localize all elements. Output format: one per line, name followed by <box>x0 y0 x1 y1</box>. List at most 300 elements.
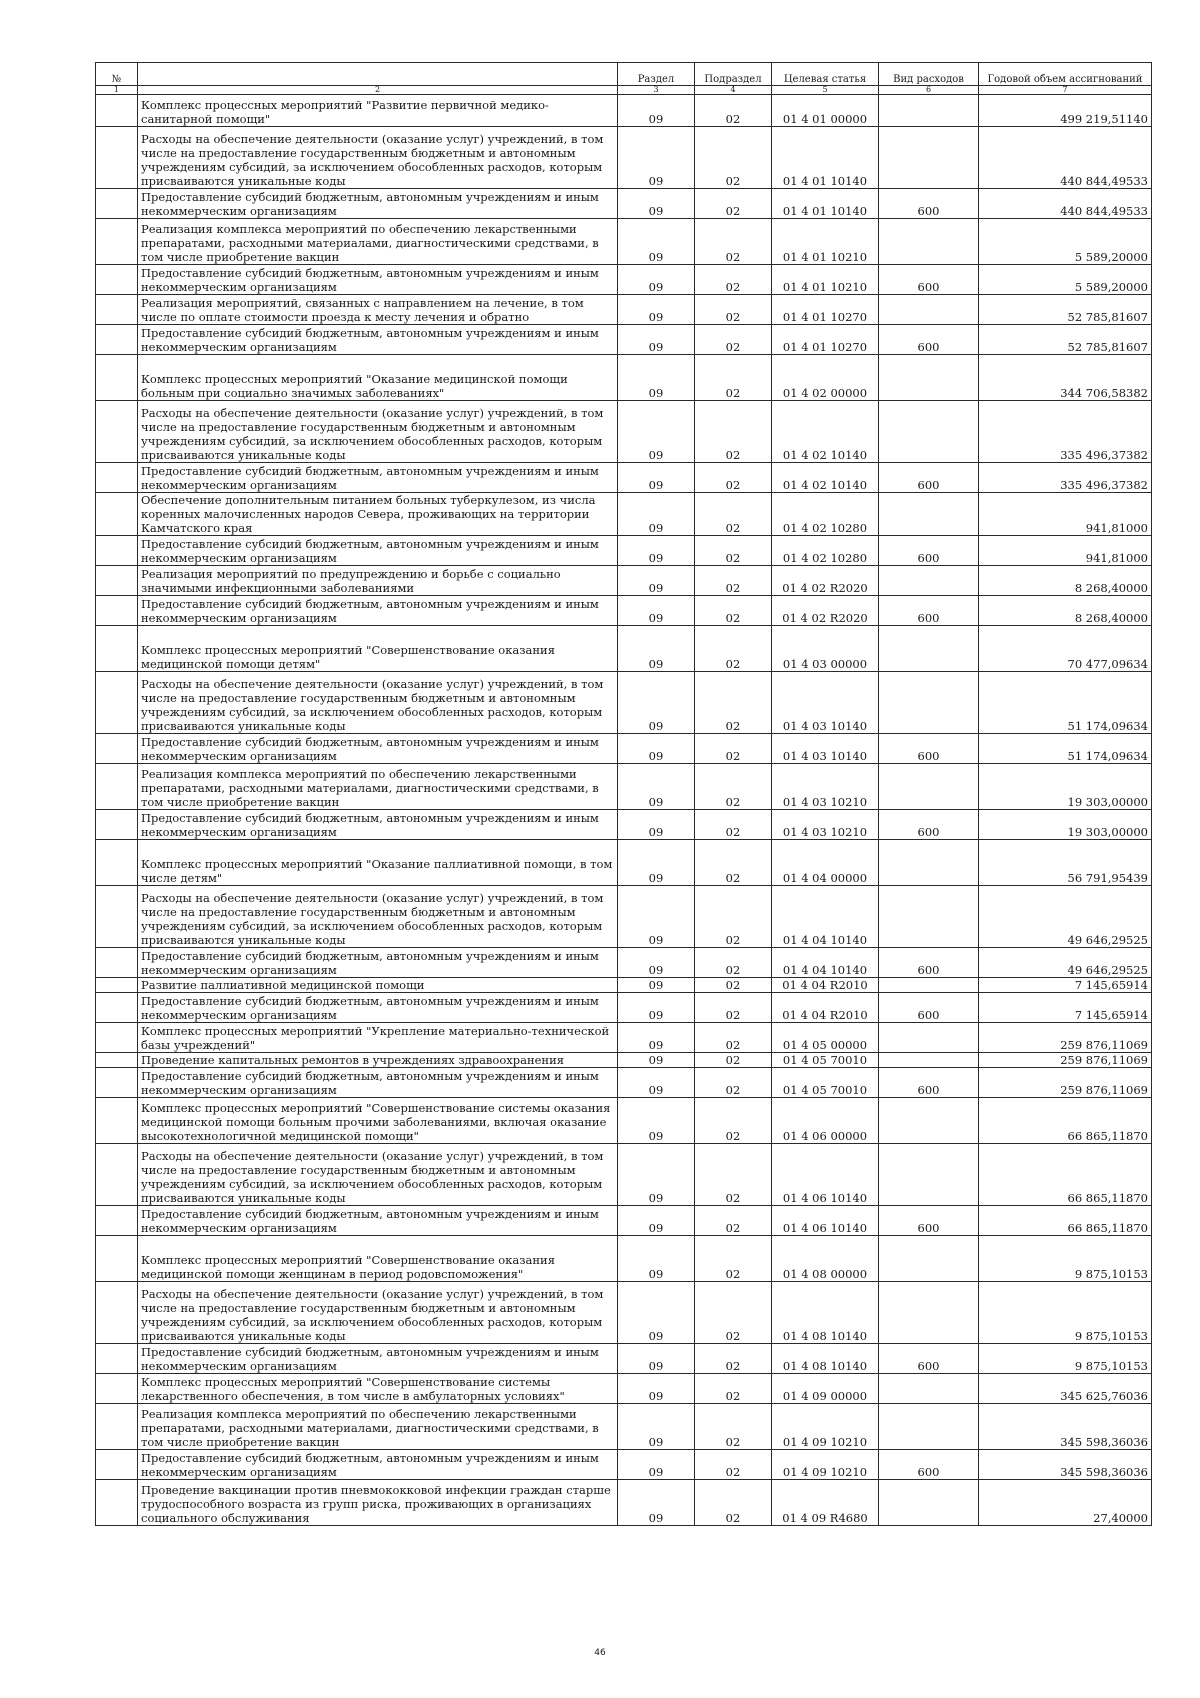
row-target-cell: 01 4 02 10280 <box>772 536 879 566</box>
row-expense-type-cell <box>879 1404 979 1450</box>
row-name-cell: Расходы на обеспечение деятельности (оказание услуг) учреждений, в том числе на предоставление государственным бюджетным и автономным учреждениям субсидий, за исключением обособленных расходов, которым присваиваются уникальные коды <box>138 886 618 948</box>
row-razdel-cell: 09 <box>618 993 695 1023</box>
row-target-cell: 01 4 02 R2020 <box>772 566 879 596</box>
row-number-cell <box>96 295 138 325</box>
row-expense-type-cell <box>879 1144 979 1206</box>
row-target-cell: 01 4 09 10210 <box>772 1450 879 1480</box>
row-name-cell: Расходы на обеспечение деятельности (оказание услуг) учреждений, в том числе на предоставление государственным бюджетным и автономным учреждениям субсидий, за исключением обособленных расходов, которым присваиваются уникальные коды <box>138 401 618 463</box>
table-row <box>96 1480 1152 1526</box>
column-number: 6 <box>879 86 979 95</box>
row-number-cell <box>96 325 138 355</box>
row-podrazdel-cell: 02 <box>695 1236 772 1282</box>
row-amount-cell: 345 625,76036 <box>979 1374 1152 1404</box>
row-name-cell: Комплекс процессных мероприятий "Совершенствование оказания медицинской помощи детям" <box>138 626 618 672</box>
row-podrazdel-cell: 02 <box>695 1450 772 1480</box>
table-row <box>96 401 1152 463</box>
row-target-cell: 01 4 03 10140 <box>772 672 879 734</box>
row-number-cell <box>96 1404 138 1450</box>
row-razdel-cell: 09 <box>618 810 695 840</box>
row-target-cell: 01 4 09 R4680 <box>772 1480 879 1526</box>
row-podrazdel-cell: 02 <box>695 493 772 536</box>
row-amount-cell: 345 598,36036 <box>979 1450 1152 1480</box>
row-podrazdel-cell: 02 <box>695 734 772 764</box>
row-amount-cell: 70 477,09634 <box>979 626 1152 672</box>
row-amount-cell: 8 268,40000 <box>979 566 1152 596</box>
row-expense-type-cell <box>879 401 979 463</box>
row-expense-type-cell <box>879 840 979 886</box>
row-number-cell <box>96 840 138 886</box>
row-podrazdel-cell: 02 <box>695 764 772 810</box>
row-amount-cell: 7 145,65914 <box>979 978 1152 993</box>
table-row <box>96 948 1152 978</box>
table-row <box>96 1404 1152 1450</box>
row-razdel-cell: 09 <box>618 295 695 325</box>
row-expense-type-cell: 600 <box>879 734 979 764</box>
row-razdel-cell: 09 <box>618 596 695 626</box>
row-target-cell: 01 4 01 10140 <box>772 127 879 189</box>
table-row <box>96 219 1152 265</box>
row-podrazdel-cell: 02 <box>695 1068 772 1098</box>
row-razdel-cell: 09 <box>618 1450 695 1480</box>
row-amount-cell: 7 145,65914 <box>979 993 1152 1023</box>
row-expense-type-cell <box>879 295 979 325</box>
row-razdel-cell: 09 <box>618 493 695 536</box>
row-podrazdel-cell: 02 <box>695 219 772 265</box>
row-target-cell: 01 4 04 R2010 <box>772 993 879 1023</box>
row-target-cell: 01 4 02 10280 <box>772 493 879 536</box>
row-expense-type-cell <box>879 626 979 672</box>
table-row <box>96 355 1152 401</box>
row-target-cell: 01 4 08 10140 <box>772 1282 879 1344</box>
row-amount-cell: 345 598,36036 <box>979 1404 1152 1450</box>
row-target-cell: 01 4 02 10140 <box>772 463 879 493</box>
row-number-cell <box>96 1480 138 1526</box>
row-number-cell <box>96 1344 138 1374</box>
table-row <box>96 840 1152 886</box>
row-podrazdel-cell: 02 <box>695 189 772 219</box>
header-target: Целевая статья <box>772 63 879 86</box>
row-expense-type-cell: 600 <box>879 810 979 840</box>
row-expense-type-cell <box>879 1374 979 1404</box>
row-amount-cell: 56 791,95439 <box>979 840 1152 886</box>
row-target-cell: 01 4 03 10140 <box>772 734 879 764</box>
row-razdel-cell: 09 <box>618 463 695 493</box>
row-number-cell <box>96 493 138 536</box>
row-expense-type-cell <box>879 95 979 127</box>
row-amount-cell: 51 174,09634 <box>979 734 1152 764</box>
row-razdel-cell: 09 <box>618 1282 695 1344</box>
row-expense-type-cell <box>879 219 979 265</box>
row-number-cell <box>96 95 138 127</box>
header-podrazdel: Подраздел <box>695 63 772 86</box>
row-number-cell <box>96 463 138 493</box>
row-target-cell: 01 4 05 70010 <box>772 1068 879 1098</box>
row-podrazdel-cell: 02 <box>695 463 772 493</box>
row-expense-type-cell <box>879 566 979 596</box>
row-amount-cell: 259 876,11069 <box>979 1023 1152 1053</box>
row-expense-type-cell <box>879 355 979 401</box>
row-expense-type-cell: 600 <box>879 1344 979 1374</box>
row-razdel-cell: 09 <box>618 1206 695 1236</box>
row-number-cell <box>96 596 138 626</box>
table-row <box>96 993 1152 1023</box>
row-razdel-cell: 09 <box>618 189 695 219</box>
row-amount-cell: 941,81000 <box>979 493 1152 536</box>
row-expense-type-cell: 600 <box>879 1068 979 1098</box>
row-amount-cell: 259 876,11069 <box>979 1068 1152 1098</box>
row-number-cell <box>96 1450 138 1480</box>
row-podrazdel-cell: 02 <box>695 948 772 978</box>
table-row <box>96 1098 1152 1144</box>
row-podrazdel-cell: 02 <box>695 1023 772 1053</box>
header-no: № <box>96 63 138 86</box>
row-expense-type-cell: 600 <box>879 1206 979 1236</box>
table-row <box>96 127 1152 189</box>
row-number-cell <box>96 1374 138 1404</box>
row-name-cell: Проведение вакцинации против пневмококковой инфекции граждан старше трудоспособного возраста из групп риска, проживающих в организациях социального обслуживания <box>138 1480 618 1526</box>
row-number-cell <box>96 189 138 219</box>
row-target-cell: 01 4 06 10140 <box>772 1206 879 1236</box>
row-name-cell: Предоставление субсидий бюджетным, автономным учреждениям и иным некоммерческим организациям <box>138 1344 618 1374</box>
row-name-cell: Обеспечение дополнительным питанием больных туберкулезом, из числа коренных малочисленных народов Севера, проживающих на территории Камчатского края <box>138 493 618 536</box>
table-row <box>96 1068 1152 1098</box>
row-podrazdel-cell: 02 <box>695 1404 772 1450</box>
row-target-cell: 01 4 02 R2020 <box>772 596 879 626</box>
table-row <box>96 189 1152 219</box>
row-expense-type-cell <box>879 1236 979 1282</box>
table-row <box>96 734 1152 764</box>
row-razdel-cell: 09 <box>618 1344 695 1374</box>
row-expense-type-cell: 600 <box>879 265 979 295</box>
column-number: 3 <box>618 86 695 95</box>
table-row <box>96 1236 1152 1282</box>
row-number-cell <box>96 1282 138 1344</box>
table-row <box>96 1053 1152 1068</box>
row-podrazdel-cell: 02 <box>695 978 772 993</box>
row-name-cell: Предоставление субсидий бюджетным, автономным учреждениям и иным некоммерческим организациям <box>138 1068 618 1098</box>
row-podrazdel-cell: 02 <box>695 1053 772 1068</box>
row-name-cell: Комплекс процессных мероприятий "Укрепление материально-технической базы учреждений" <box>138 1023 618 1053</box>
row-number-cell <box>96 626 138 672</box>
row-expense-type-cell <box>879 764 979 810</box>
row-target-cell: 01 4 01 10140 <box>772 189 879 219</box>
row-target-cell: 01 4 01 10270 <box>772 325 879 355</box>
row-razdel-cell: 09 <box>618 1404 695 1450</box>
row-amount-cell: 9 875,10153 <box>979 1282 1152 1344</box>
row-razdel-cell: 09 <box>618 978 695 993</box>
row-podrazdel-cell: 02 <box>695 672 772 734</box>
row-amount-cell: 344 706,58382 <box>979 355 1152 401</box>
row-target-cell: 01 4 01 10270 <box>772 295 879 325</box>
row-amount-cell: 335 496,37382 <box>979 401 1152 463</box>
row-amount-cell: 440 844,49533 <box>979 127 1152 189</box>
row-number-cell <box>96 536 138 566</box>
row-name-cell: Предоставление субсидий бюджетным, автономным учреждениям и иным некоммерческим организациям <box>138 993 618 1023</box>
row-target-cell: 01 4 05 00000 <box>772 1023 879 1053</box>
row-number-cell <box>96 993 138 1023</box>
row-amount-cell: 8 268,40000 <box>979 596 1152 626</box>
row-number-cell <box>96 401 138 463</box>
row-target-cell: 01 4 04 R2010 <box>772 978 879 993</box>
row-podrazdel-cell: 02 <box>695 536 772 566</box>
row-razdel-cell: 09 <box>618 219 695 265</box>
row-expense-type-cell: 600 <box>879 463 979 493</box>
row-razdel-cell: 09 <box>618 566 695 596</box>
row-amount-cell: 66 865,11870 <box>979 1098 1152 1144</box>
row-name-cell: Расходы на обеспечение деятельности (оказание услуг) учреждений, в том числе на предоставление государственным бюджетным и автономным учреждениям субсидий, за исключением обособленных расходов, которым присваиваются уникальные коды <box>138 1282 618 1344</box>
row-expense-type-cell: 600 <box>879 536 979 566</box>
column-number: 5 <box>772 86 879 95</box>
row-name-cell: Предоставление субсидий бюджетным, автономным учреждениям и иным некоммерческим организациям <box>138 536 618 566</box>
row-target-cell: 01 4 03 10210 <box>772 764 879 810</box>
page-number: 46 <box>594 1648 606 1658</box>
row-number-cell <box>96 219 138 265</box>
table-row <box>96 463 1152 493</box>
row-target-cell: 01 4 03 10210 <box>772 810 879 840</box>
row-expense-type-cell: 600 <box>879 596 979 626</box>
row-expense-type-cell: 600 <box>879 1450 979 1480</box>
row-number-cell <box>96 1206 138 1236</box>
row-razdel-cell: 09 <box>618 1068 695 1098</box>
row-razdel-cell: 09 <box>618 734 695 764</box>
row-podrazdel-cell: 02 <box>695 295 772 325</box>
row-target-cell: 01 4 06 10140 <box>772 1144 879 1206</box>
row-amount-cell: 52 785,81607 <box>979 325 1152 355</box>
row-name-cell: Предоставление субсидий бюджетным, автономным учреждениям и иным некоммерческим организациям <box>138 596 618 626</box>
table-row <box>96 1374 1152 1404</box>
row-name-cell: Расходы на обеспечение деятельности (оказание услуг) учреждений, в том числе на предоставление государственным бюджетным и автономным учреждениям субсидий, за исключением обособленных расходов, которым присваиваются уникальные коды <box>138 127 618 189</box>
table-header-row <box>96 63 1152 86</box>
row-razdel-cell: 09 <box>618 325 695 355</box>
row-name-cell: Предоставление субсидий бюджетным, автономным учреждениям и иным некоммерческим организациям <box>138 734 618 764</box>
table-row <box>96 295 1152 325</box>
row-amount-cell: 49 646,29525 <box>979 948 1152 978</box>
row-razdel-cell: 09 <box>618 401 695 463</box>
row-podrazdel-cell: 02 <box>695 355 772 401</box>
row-amount-cell: 440 844,49533 <box>979 189 1152 219</box>
table-row <box>96 265 1152 295</box>
row-expense-type-cell: 600 <box>879 948 979 978</box>
row-expense-type-cell <box>879 1282 979 1344</box>
row-podrazdel-cell: 02 <box>695 626 772 672</box>
row-target-cell: 01 4 08 00000 <box>772 1236 879 1282</box>
row-target-cell: 01 4 05 70010 <box>772 1053 879 1068</box>
row-razdel-cell: 09 <box>618 536 695 566</box>
table-row <box>96 1144 1152 1206</box>
row-podrazdel-cell: 02 <box>695 401 772 463</box>
row-podrazdel-cell: 02 <box>695 810 772 840</box>
row-amount-cell: 9 875,10153 <box>979 1236 1152 1282</box>
row-target-cell: 01 4 02 00000 <box>772 355 879 401</box>
header-expense-type: Вид расходов <box>879 63 979 86</box>
row-amount-cell: 9 875,10153 <box>979 1344 1152 1374</box>
row-name-cell: Реализация комплекса мероприятий по обеспечению лекарственными препаратами, расходными материалами, диагностическими средствами, в том числе приобретение вакцин <box>138 1404 618 1450</box>
table-row <box>96 566 1152 596</box>
row-target-cell: 01 4 04 10140 <box>772 948 879 978</box>
table-row <box>96 626 1152 672</box>
row-target-cell: 01 4 01 00000 <box>772 95 879 127</box>
row-expense-type-cell <box>879 1053 979 1068</box>
row-number-cell <box>96 127 138 189</box>
row-number-cell <box>96 810 138 840</box>
row-target-cell: 01 4 06 00000 <box>772 1098 879 1144</box>
row-name-cell: Расходы на обеспечение деятельности (оказание услуг) учреждений, в том числе на предоставление государственным бюджетным и автономным учреждениям субсидий, за исключением обособленных расходов, которым присваиваются уникальные коды <box>138 1144 618 1206</box>
table-body <box>96 95 1152 1526</box>
table-row <box>96 1206 1152 1236</box>
row-amount-cell: 66 865,11870 <box>979 1206 1152 1236</box>
row-amount-cell: 499 219,51140 <box>979 95 1152 127</box>
header-amount: Годовой объем ассигнований <box>979 63 1152 86</box>
table-row <box>96 493 1152 536</box>
row-number-cell <box>96 734 138 764</box>
row-target-cell: 01 4 09 10210 <box>772 1404 879 1450</box>
column-number: 7 <box>979 86 1152 95</box>
row-amount-cell: 27,40000 <box>979 1480 1152 1526</box>
row-number-cell <box>96 1236 138 1282</box>
table-row <box>96 325 1152 355</box>
row-expense-type-cell <box>879 1098 979 1144</box>
row-podrazdel-cell: 02 <box>695 1344 772 1374</box>
row-expense-type-cell: 600 <box>879 993 979 1023</box>
row-podrazdel-cell: 02 <box>695 127 772 189</box>
row-name-cell: Комплекс процессных мероприятий "Оказание медицинской помощи больным при социально значимых заболеваниях" <box>138 355 618 401</box>
row-podrazdel-cell: 02 <box>695 886 772 948</box>
row-name-cell: Проведение капитальных ремонтов в учреждениях здравоохранения <box>138 1053 618 1068</box>
table-row <box>96 978 1152 993</box>
table-row <box>96 536 1152 566</box>
row-name-cell: Развитие паллиативной медицинской помощи <box>138 978 618 993</box>
row-number-cell <box>96 566 138 596</box>
row-expense-type-cell: 600 <box>879 189 979 219</box>
row-name-cell: Предоставление субсидий бюджетным, автономным учреждениям и иным некоммерческим организациям <box>138 948 618 978</box>
row-name-cell: Реализация мероприятий по предупреждению и борьбе с социально значимыми инфекционными заболеваниями <box>138 566 618 596</box>
table-row <box>96 1344 1152 1374</box>
row-razdel-cell: 09 <box>618 1236 695 1282</box>
row-podrazdel-cell: 02 <box>695 993 772 1023</box>
row-razdel-cell: 09 <box>618 127 695 189</box>
row-number-cell <box>96 1053 138 1068</box>
row-name-cell: Комплекс процессных мероприятий "Оказание паллиативной помощи, в том числе детям" <box>138 840 618 886</box>
row-name-cell: Предоставление субсидий бюджетным, автономным учреждениям и иным некоммерческим организациям <box>138 325 618 355</box>
row-podrazdel-cell: 02 <box>695 840 772 886</box>
row-razdel-cell: 09 <box>618 764 695 810</box>
row-amount-cell: 19 303,00000 <box>979 810 1152 840</box>
row-target-cell: 01 4 03 00000 <box>772 626 879 672</box>
row-amount-cell: 19 303,00000 <box>979 764 1152 810</box>
row-podrazdel-cell: 02 <box>695 95 772 127</box>
table-row <box>96 1023 1152 1053</box>
row-number-cell <box>96 886 138 948</box>
row-name-cell: Предоставление субсидий бюджетным, автономным учреждениям и иным некоммерческим организациям <box>138 810 618 840</box>
row-razdel-cell: 09 <box>618 1023 695 1053</box>
row-number-cell <box>96 978 138 993</box>
row-expense-type-cell <box>879 886 979 948</box>
row-name-cell: Реализация комплекса мероприятий по обеспечению лекарственными препаратами, расходными материалами, диагностическими средствами, в том числе приобретение вакцин <box>138 219 618 265</box>
row-podrazdel-cell: 02 <box>695 1480 772 1526</box>
table-row <box>96 886 1152 948</box>
row-razdel-cell: 09 <box>618 672 695 734</box>
column-number: 2 <box>138 86 618 95</box>
row-name-cell: Комплекс процессных мероприятий "Совершенствование системы лекарственного обеспечения, в том числе в амбулаторных условиях" <box>138 1374 618 1404</box>
row-number-cell <box>96 1023 138 1053</box>
row-number-cell <box>96 948 138 978</box>
row-razdel-cell: 09 <box>618 886 695 948</box>
row-expense-type-cell <box>879 672 979 734</box>
row-target-cell: 01 4 02 10140 <box>772 401 879 463</box>
row-amount-cell: 5 589,20000 <box>979 265 1152 295</box>
table-row <box>96 596 1152 626</box>
row-razdel-cell: 09 <box>618 626 695 672</box>
column-number: 4 <box>695 86 772 95</box>
row-target-cell: 01 4 09 00000 <box>772 1374 879 1404</box>
row-razdel-cell: 09 <box>618 948 695 978</box>
row-expense-type-cell <box>879 493 979 536</box>
row-podrazdel-cell: 02 <box>695 1282 772 1344</box>
table-row <box>96 810 1152 840</box>
row-number-cell <box>96 265 138 295</box>
table-row <box>96 1450 1152 1480</box>
table-row <box>96 764 1152 810</box>
row-razdel-cell: 09 <box>618 1480 695 1526</box>
row-target-cell: 01 4 04 00000 <box>772 840 879 886</box>
column-number-row <box>96 86 1152 95</box>
row-target-cell: 01 4 01 10210 <box>772 219 879 265</box>
row-name-cell: Предоставление субсидий бюджетным, автономным учреждениям и иным некоммерческим организациям <box>138 1206 618 1236</box>
header-razdel: Раздел <box>618 63 695 86</box>
row-amount-cell: 259 876,11069 <box>979 1053 1152 1068</box>
row-target-cell: 01 4 01 10210 <box>772 265 879 295</box>
row-podrazdel-cell: 02 <box>695 265 772 295</box>
row-expense-type-cell <box>879 978 979 993</box>
row-number-cell <box>96 1068 138 1098</box>
row-podrazdel-cell: 02 <box>695 1206 772 1236</box>
row-name-cell: Комплекс процессных мероприятий "Совершенствование оказания медицинской помощи женщинам в период родовспоможения" <box>138 1236 618 1282</box>
row-expense-type-cell: 600 <box>879 325 979 355</box>
row-amount-cell: 66 865,11870 <box>979 1144 1152 1206</box>
row-name-cell: Реализация мероприятий, связанных с направлением на лечение, в том числе по оплате стоимости проезда к месту лечения и обратно <box>138 295 618 325</box>
row-amount-cell: 5 589,20000 <box>979 219 1152 265</box>
row-expense-type-cell <box>879 127 979 189</box>
budget-table <box>95 62 1152 1526</box>
table-row <box>96 95 1152 127</box>
row-razdel-cell: 09 <box>618 840 695 886</box>
row-name-cell: Предоставление субсидий бюджетным, автономным учреждениям и иным некоммерческим организациям <box>138 189 618 219</box>
row-podrazdel-cell: 02 <box>695 1374 772 1404</box>
row-name-cell: Предоставление субсидий бюджетным, автономным учреждениям и иным некоммерческим организациям <box>138 463 618 493</box>
row-name-cell: Комплекс процессных мероприятий "Развитие первичной медико-санитарной помощи" <box>138 95 618 127</box>
row-razdel-cell: 09 <box>618 1098 695 1144</box>
row-podrazdel-cell: 02 <box>695 325 772 355</box>
row-number-cell <box>96 355 138 401</box>
row-expense-type-cell <box>879 1480 979 1526</box>
row-razdel-cell: 09 <box>618 1053 695 1068</box>
row-amount-cell: 51 174,09634 <box>979 672 1152 734</box>
row-number-cell <box>96 672 138 734</box>
row-podrazdel-cell: 02 <box>695 1098 772 1144</box>
row-target-cell: 01 4 04 10140 <box>772 886 879 948</box>
row-name-cell: Реализация комплекса мероприятий по обеспечению лекарственными препаратами, расходными материалами, диагностическими средствами, в том числе приобретение вакцин <box>138 764 618 810</box>
row-podrazdel-cell: 02 <box>695 566 772 596</box>
row-target-cell: 01 4 08 10140 <box>772 1344 879 1374</box>
row-razdel-cell: 09 <box>618 1374 695 1404</box>
table-row <box>96 1282 1152 1344</box>
row-podrazdel-cell: 02 <box>695 596 772 626</box>
row-amount-cell: 49 646,29525 <box>979 886 1152 948</box>
column-number: 1 <box>96 86 138 95</box>
row-name-cell: Расходы на обеспечение деятельности (оказание услуг) учреждений, в том числе на предоставление государственным бюджетным и автономным учреждениям субсидий, за исключением обособленных расходов, которым присваиваются уникальные коды <box>138 672 618 734</box>
row-amount-cell: 941,81000 <box>979 536 1152 566</box>
row-razdel-cell: 09 <box>618 355 695 401</box>
